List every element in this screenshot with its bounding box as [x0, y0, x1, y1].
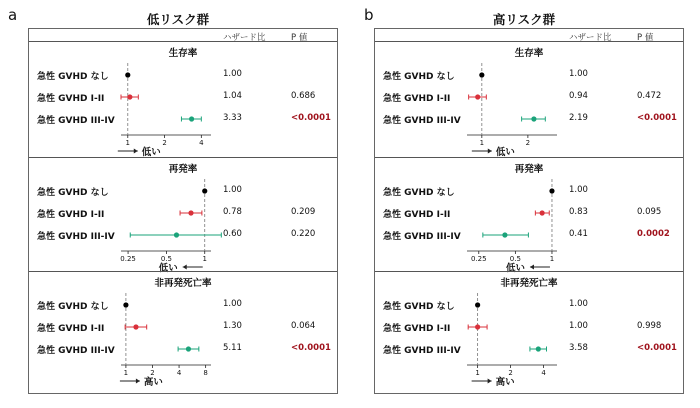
- hr-point: [174, 232, 179, 237]
- arrow-head: [136, 379, 140, 384]
- direction-label: 低い: [505, 263, 525, 274]
- x-tick-label: 1: [549, 255, 555, 263]
- x-tick-label: 2: [162, 139, 167, 147]
- row-label: 急性 GVHD I-II: [383, 210, 451, 220]
- x-tick-label: 8: [203, 369, 208, 377]
- row-label: 急性 GVHD III-IV: [37, 116, 115, 126]
- p-value: <0.0001: [291, 113, 331, 123]
- row-label: 急性 GVHD III-IV: [383, 116, 461, 126]
- p-value: 0.686: [291, 91, 316, 101]
- row-label: 急性 GVHD I-II: [383, 94, 451, 104]
- hr-value: 0.78: [223, 207, 242, 217]
- direction-label: 高い: [495, 377, 515, 388]
- hr-column-header: ハザード比: [223, 33, 266, 43]
- x-tick-label: 2: [508, 369, 513, 377]
- section-title: 生存率: [514, 48, 544, 59]
- row-label: 急性 GVHD なし: [37, 72, 109, 82]
- hr-point: [186, 346, 191, 351]
- p-value: 0.095: [637, 207, 662, 217]
- row-label: 急性 GVHD なし: [37, 302, 109, 312]
- x-tick-label: 1: [475, 369, 480, 377]
- hr-value: 1.00: [569, 321, 588, 331]
- row-label: 急性 GVHD I-II: [37, 324, 105, 334]
- p-value: 0.064: [291, 321, 316, 331]
- hr-value: 1.00: [223, 69, 242, 79]
- p-value: <0.0001: [291, 343, 331, 353]
- panel-b-letter: b: [364, 6, 374, 24]
- arrow-head: [183, 265, 187, 270]
- hr-point: [125, 72, 130, 77]
- row-label: 急性 GVHD なし: [383, 302, 455, 312]
- hr-value: 1.00: [223, 185, 242, 195]
- row-label: 急性 GVHD I-II: [383, 324, 451, 334]
- x-tick-label: 1: [123, 369, 129, 377]
- hr-point: [202, 188, 207, 193]
- x-tick-label: 0.5: [160, 255, 172, 263]
- direction-label: 低い: [158, 263, 178, 274]
- hr-point: [536, 346, 541, 351]
- row-label: 急性 GVHD III-IV: [383, 346, 461, 356]
- section-title: 非再発死亡率: [500, 278, 558, 289]
- p-value: <0.0001: [637, 343, 677, 353]
- x-tick-label: 2: [150, 369, 155, 377]
- section-title: 生存率: [168, 48, 198, 59]
- forest-section: [375, 157, 683, 274]
- row-label: 急性 GVHD III-IV: [37, 346, 115, 356]
- arrow-head: [488, 379, 492, 384]
- hr-point: [123, 302, 128, 307]
- hr-value: 0.60: [223, 229, 242, 239]
- arrow-head: [530, 265, 534, 270]
- p-column-header: P 値: [291, 33, 308, 43]
- hr-value: 3.58: [569, 343, 588, 353]
- forest-section: [29, 157, 337, 274]
- panel-b-box: [374, 28, 684, 394]
- x-tick-label: 0.25: [470, 255, 487, 263]
- hr-value: 5.11: [223, 343, 242, 353]
- x-tick-label: 4: [541, 369, 546, 377]
- row-label: 急性 GVHD III-IV: [37, 232, 115, 242]
- p-value: 0.209: [291, 207, 316, 217]
- panel-a-letter: a: [8, 6, 18, 24]
- hr-point: [502, 232, 507, 237]
- x-tick-label: 2: [525, 139, 531, 147]
- direction-label: 低い: [495, 147, 515, 158]
- panel-a-box: [28, 28, 338, 394]
- hr-point: [549, 188, 554, 193]
- row-label: 急性 GVHD なし: [383, 72, 455, 82]
- hr-point: [475, 324, 480, 329]
- hr-point: [531, 116, 536, 121]
- hr-point: [127, 94, 132, 99]
- hr-value: 1.00: [569, 185, 588, 195]
- x-tick-label: 1: [202, 255, 207, 263]
- hr-value: 1.30: [223, 321, 242, 331]
- x-tick-label: 1: [479, 139, 485, 147]
- p-value: 0.220: [291, 229, 316, 239]
- hr-column-header: ハザード比: [569, 33, 612, 43]
- forest-section: [29, 271, 337, 393]
- p-value: <0.0001: [637, 113, 677, 123]
- row-label: 急性 GVHD I-II: [37, 210, 105, 220]
- row-label: 急性 GVHD なし: [383, 188, 455, 198]
- hr-value: 1.00: [569, 69, 588, 79]
- arrow-head: [134, 149, 138, 154]
- arrow-head: [488, 149, 492, 154]
- hr-point: [133, 324, 138, 329]
- hr-value: 1.00: [223, 299, 242, 309]
- x-tick-label: 4: [176, 369, 182, 377]
- hr-point: [188, 210, 193, 215]
- hr-value: 0.94: [569, 91, 588, 101]
- row-label: 急性 GVHD I-II: [37, 94, 105, 104]
- hr-value: 1.04: [223, 91, 242, 101]
- p-value: 0.998: [637, 321, 662, 331]
- hr-point: [475, 94, 480, 99]
- x-tick-label: 1: [125, 139, 131, 147]
- section-title: 再発率: [168, 164, 198, 175]
- forest-section: [375, 41, 683, 157]
- panel-a-title: 低リスク群: [146, 12, 210, 27]
- hr-point: [189, 116, 194, 121]
- forest-section: [375, 271, 683, 393]
- p-value: 0.472: [637, 91, 662, 101]
- hr-point: [475, 302, 480, 307]
- section-title: 非再発死亡率: [154, 278, 212, 289]
- x-tick-label: 4: [199, 139, 204, 147]
- direction-label: 高い: [143, 377, 163, 388]
- row-label: 急性 GVHD III-IV: [383, 232, 461, 242]
- section-title: 再発率: [514, 164, 544, 175]
- p-column-header: P 値: [637, 33, 654, 43]
- row-label: 急性 GVHD なし: [37, 188, 109, 198]
- hr-value: 0.83: [569, 207, 588, 217]
- hr-value: 0.41: [569, 229, 588, 239]
- forest-section: [29, 41, 337, 157]
- hr-value: 3.33: [223, 113, 242, 123]
- hr-point: [479, 72, 484, 77]
- p-value: 0.0002: [637, 229, 670, 239]
- hr-value: 2.19: [569, 113, 588, 123]
- x-tick-label: 0.5: [509, 255, 521, 263]
- direction-label: 低い: [141, 147, 161, 158]
- hr-point: [540, 210, 545, 215]
- hr-value: 1.00: [569, 299, 588, 309]
- x-tick-label: 0.25: [120, 255, 136, 263]
- panel-b-title: 高リスク群: [492, 12, 556, 27]
